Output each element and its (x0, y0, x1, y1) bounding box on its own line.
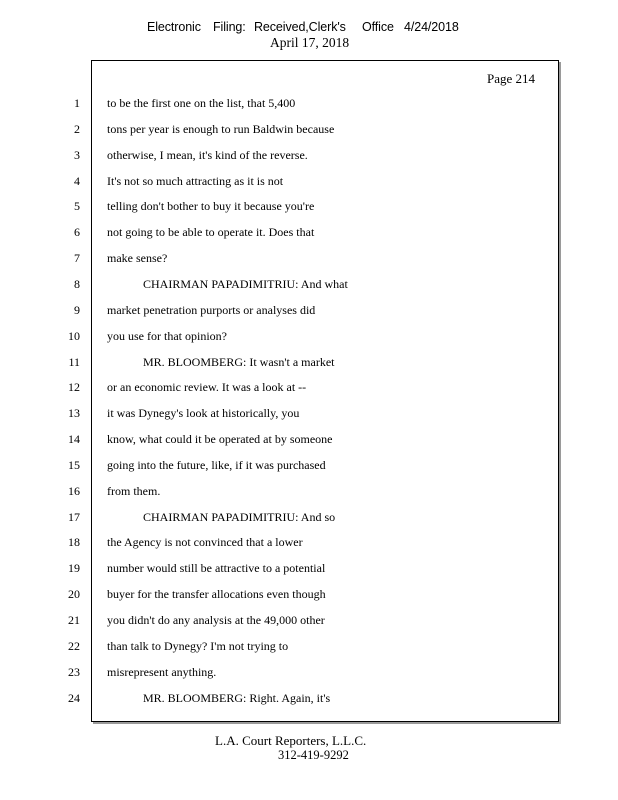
line-text: It's not so much attracting as it is not (107, 173, 284, 188)
line-number: 17 (68, 509, 80, 524)
line-number: 2 (74, 121, 80, 136)
stamp-filing: Filing: (213, 20, 246, 34)
line-text: to be the first one on the list, that 5,400 (107, 96, 296, 110)
line-number: 9 (74, 302, 80, 317)
transcript-line (0, 379, 560, 397)
line-text: number would still be attractive to a potential (107, 561, 326, 576)
line-text: the Agency is not convinced that a lower (107, 535, 303, 550)
line-text: going into the future, like, if it was purchased (107, 457, 326, 472)
line-text: telling don't bother to buy it because you're (107, 199, 315, 214)
line-text: CHAIRMAN PAPADIMITRIU: And what (143, 276, 348, 291)
transcript-line (0, 250, 560, 268)
line-number: 12 (68, 380, 80, 395)
line-number: 23 (68, 664, 80, 679)
line-text: not going to be able to operate it. Does that (107, 225, 315, 240)
transcript-line (0, 431, 560, 449)
line-number: 3 (74, 147, 80, 162)
line-number: 1 (74, 96, 80, 110)
line-text: tons per year is enough to run Baldwin because (107, 121, 335, 136)
transcript-line (0, 586, 560, 604)
transcript-line (0, 95, 560, 113)
transcript-line (0, 560, 560, 578)
transcript-line (0, 302, 560, 320)
line-text: or an economic review. It was a look at -- (107, 380, 307, 395)
line-number: 10 (68, 328, 80, 343)
transcript-line (0, 224, 560, 242)
line-number: 20 (68, 587, 80, 602)
transcript-line (0, 638, 560, 656)
line-number: 21 (68, 613, 80, 627)
transcript-line (0, 664, 560, 682)
line-number: 19 (68, 561, 80, 576)
stamp-received-clerks: Received,Clerk's (254, 20, 346, 34)
line-text: market penetration purports or analyses did (107, 302, 316, 317)
line-text: misrepresent anything. (107, 664, 217, 679)
transcript-line (0, 147, 560, 165)
line-number: 15 (68, 457, 80, 472)
line-text: otherwise, I mean, it's kind of the reverse. (107, 147, 308, 162)
line-number: 7 (74, 251, 80, 266)
transcript-line (0, 173, 560, 191)
line-text: you use for that opinion? (107, 328, 227, 343)
transcript-line (0, 121, 560, 139)
line-number: 13 (68, 406, 80, 421)
line-number: 22 (68, 638, 80, 653)
line-number: 14 (68, 432, 80, 447)
line-number: 24 (68, 690, 80, 705)
line-number: 16 (68, 483, 80, 498)
line-text: MR. BLOOMBERG: It wasn't a market (143, 354, 335, 369)
transcript-line (0, 509, 560, 527)
line-text: buyer for the transfer allocations even though (107, 587, 326, 602)
page-number: Page 214 (487, 71, 536, 86)
line-text: you didn't do any analysis at the 49,000 other (107, 613, 325, 627)
stamp-office: Office (362, 20, 394, 34)
transcript-date: April 17, 2018 (270, 35, 350, 50)
filing-stamp (0, 20, 618, 36)
transcript-line (0, 690, 560, 708)
line-text: MR. BLOOMBERG: Right. Again, it's (143, 690, 331, 705)
line-number: 5 (74, 199, 80, 214)
transcript-line (0, 198, 560, 216)
transcript-line (0, 534, 560, 552)
footer-company: L.A. Court Reporters, L.L.C. (215, 733, 367, 748)
stamp-electronic: Electronic (147, 20, 201, 34)
transcript-line (0, 354, 560, 372)
stamp-date: 4/24/2018 (404, 20, 459, 34)
line-number: 4 (74, 173, 80, 188)
line-text: make sense? (107, 251, 168, 266)
line-text: CHAIRMAN PAPADIMITRIU: And so (143, 509, 336, 524)
transcript-line (0, 328, 560, 346)
line-number: 11 (68, 354, 80, 369)
line-text: it was Dynegy's look at historically, you (107, 406, 300, 421)
line-text: from them. (107, 483, 161, 498)
transcript-line (0, 457, 560, 475)
transcript-line (0, 612, 560, 630)
footer-phone: 312-419-9292 (278, 748, 349, 762)
transcript-line (0, 276, 560, 294)
line-number: 6 (74, 225, 80, 240)
transcript-line (0, 483, 560, 501)
line-number: 8 (74, 276, 80, 291)
line-text: than talk to Dynegy? I'm not trying to (107, 638, 289, 653)
line-text: know, what could it be operated at by someone (107, 432, 333, 447)
line-number: 18 (68, 535, 80, 550)
transcript-line (0, 405, 560, 423)
